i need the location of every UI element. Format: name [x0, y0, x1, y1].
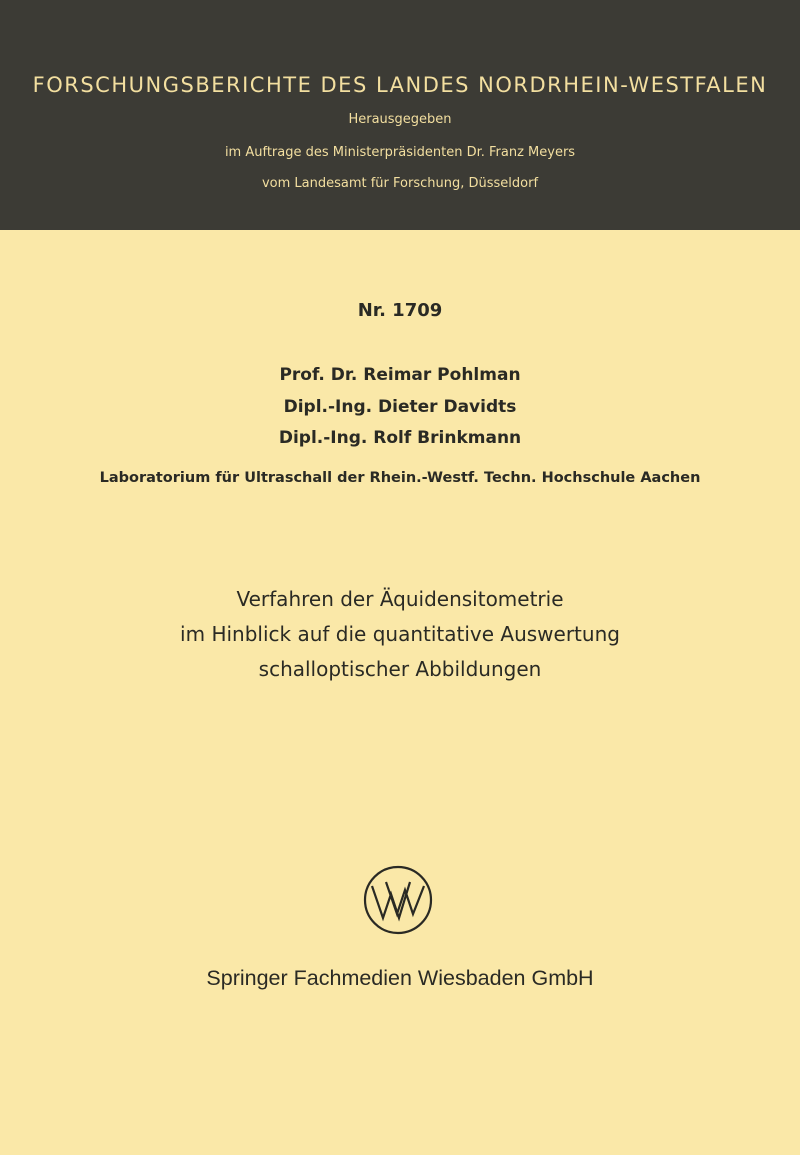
westdeutscher-verlag-logo-icon	[362, 864, 434, 936]
series-title: FORSCHUNGSBERICHTE DES LANDES NORDRHEIN-WESTFALEN	[32, 73, 768, 97]
report-number: Nr. 1709	[357, 300, 443, 321]
book-title-line-3: schalloptischer Abbildungen	[258, 657, 542, 681]
author-2: Dipl.-Ing. Dieter Davidts	[283, 397, 517, 417]
series-header-band	[0, 0, 800, 230]
book-title-line-1: Verfahren der Äquidensitometrie	[236, 587, 564, 611]
author-3: Dipl.-Ing. Rolf Brinkmann	[278, 428, 522, 448]
commissioner-line: im Auftrage des Ministerpräsidenten Dr. Franz Meyers	[224, 145, 576, 160]
office-line: vom Landesamt für Forschung, Düsseldorf	[261, 176, 539, 191]
institute: Laboratorium für Ultraschall der Rhein.-Westf. Techn. Hochschule Aachen	[99, 470, 701, 486]
book-title-line-2: im Hinblick auf die quantitative Auswertung	[180, 622, 620, 646]
author-1: Prof. Dr. Reimar Pohlman	[279, 365, 521, 385]
editor-line: Herausgegeben	[348, 112, 452, 127]
publisher: Springer Fachmedien Wiesbaden GmbH	[206, 966, 594, 990]
